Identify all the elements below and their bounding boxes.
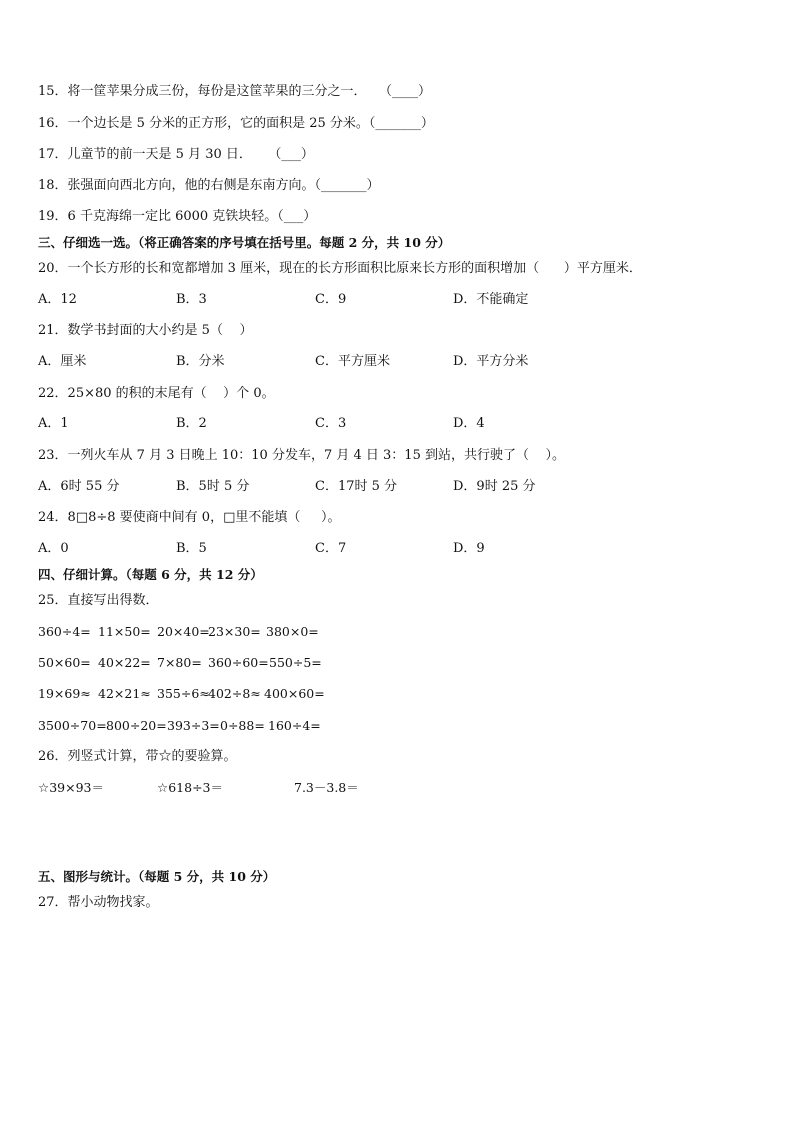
q23-option-a: A．6时 55 分 — [38, 479, 120, 494]
q24-option-c: C．7 — [315, 541, 347, 556]
q24-option-d: D．9 — [453, 541, 485, 556]
calc-item: 19×69≈ — [38, 686, 91, 701]
calc-item: 42×21≈ — [98, 686, 151, 701]
q23-option-c: C．17时 5 分 — [315, 479, 398, 494]
question-15: 15．将一筐苹果分成三份，每份是这筐苹果的三分之一． （____） — [38, 84, 431, 99]
q21-option-c: C．平方厘米 — [315, 354, 390, 369]
calc-item: 0÷88= — [220, 718, 265, 733]
vertical-calc-item: 7.3－3.8＝ — [294, 780, 359, 795]
question-23: 23．一列火车从 7 月 3 日晚上 10：10 分发车，7 月 4 日 3：15 到站，共行驶了（ ）。 — [38, 448, 566, 463]
section-5-heading: 五、图形与统计。（每题 5 分，共 10 分） — [38, 869, 276, 884]
q21-option-d: D．平方分米 — [453, 354, 529, 369]
calc-item: 23×30= — [208, 624, 261, 639]
question-27: 27．帮小动物找家。 — [38, 895, 159, 910]
calc-item: 400×60= — [264, 686, 325, 701]
question-19: 19．6 千克海绵一定比 6000 克铁块轻。（___） — [38, 209, 317, 224]
section-3-heading: 三、仔细选一选。（将正确答案的序号填在括号里。每题 2 分，共 10 分） — [38, 235, 451, 250]
q20-option-b: B．3 — [176, 292, 207, 307]
calc-item: 50×60= — [38, 655, 91, 670]
calc-item: 20×40= — [157, 624, 210, 639]
calc-item: 402÷8≈ — [208, 686, 261, 701]
calc-item: 11×50= — [98, 624, 151, 639]
q23-option-d: D．9时 25 分 — [453, 479, 536, 494]
question-16: 16．一个边长是 5 分米的正方形，它的面积是 25 分米。（_______） — [38, 116, 434, 131]
question-24: 24．8□8÷8 要使商中间有 0，□里不能填（ ）。 — [38, 510, 341, 525]
q20-option-c: C．9 — [315, 292, 347, 307]
q20-option-a: A．12 — [38, 292, 77, 307]
q23-option-b: B．5时 5 分 — [176, 479, 250, 494]
calc-item: 355÷6≈ — [157, 686, 210, 701]
question-21: 21．数学书封面的大小约是 5（ ） — [38, 323, 253, 338]
question-26: 26．列竖式计算，带☆的要验算。 — [38, 749, 237, 764]
calc-item: 380×0= — [266, 624, 319, 639]
calc-item: 7×80= — [157, 655, 202, 670]
calc-item: 360÷60= — [208, 655, 269, 670]
question-20: 20．一个长方形的长和宽都增加 3 厘米，现在的长方形面积比原来长方形的面积增加（ ）平方厘米． — [38, 261, 642, 276]
q22-option-a: A．1 — [38, 416, 69, 431]
question-18: 18．张强面向西北方向，他的右侧是东南方向。（_______） — [38, 178, 380, 193]
calc-item: 360÷4= — [38, 624, 91, 639]
q21-option-b: B．分米 — [176, 354, 225, 369]
section-4-heading: 四、仔细计算。（每题 6 分，共 12 分） — [38, 567, 263, 582]
q20-option-d: D．不能确定 — [453, 292, 529, 307]
q22-option-b: B．2 — [176, 416, 207, 431]
vertical-calc-item: ☆39×93＝ — [38, 780, 104, 795]
calc-item: 550÷5= — [269, 655, 322, 670]
calc-item: 393÷3= — [167, 718, 220, 733]
calc-item: 160÷4= — [268, 718, 321, 733]
question-22: 22．25×80 的积的末尾有（ ）个 0。 — [38, 386, 275, 401]
calc-item: 40×22= — [98, 655, 151, 670]
q22-option-d: D．4 — [453, 416, 485, 431]
question-25: 25．直接写出得数． — [38, 593, 159, 608]
q24-option-b: B．5 — [176, 541, 207, 556]
q22-option-c: C．3 — [315, 416, 347, 431]
question-17: 17．儿童节的前一天是 5 月 30 日． （___） — [38, 147, 314, 162]
q24-option-a: A．0 — [38, 541, 69, 556]
calc-item: 3500÷70= — [38, 718, 107, 733]
calc-item: 800÷20= — [106, 718, 167, 733]
vertical-calc-item: ☆618÷3＝ — [157, 780, 223, 795]
q21-option-a: A．厘米 — [38, 354, 87, 369]
